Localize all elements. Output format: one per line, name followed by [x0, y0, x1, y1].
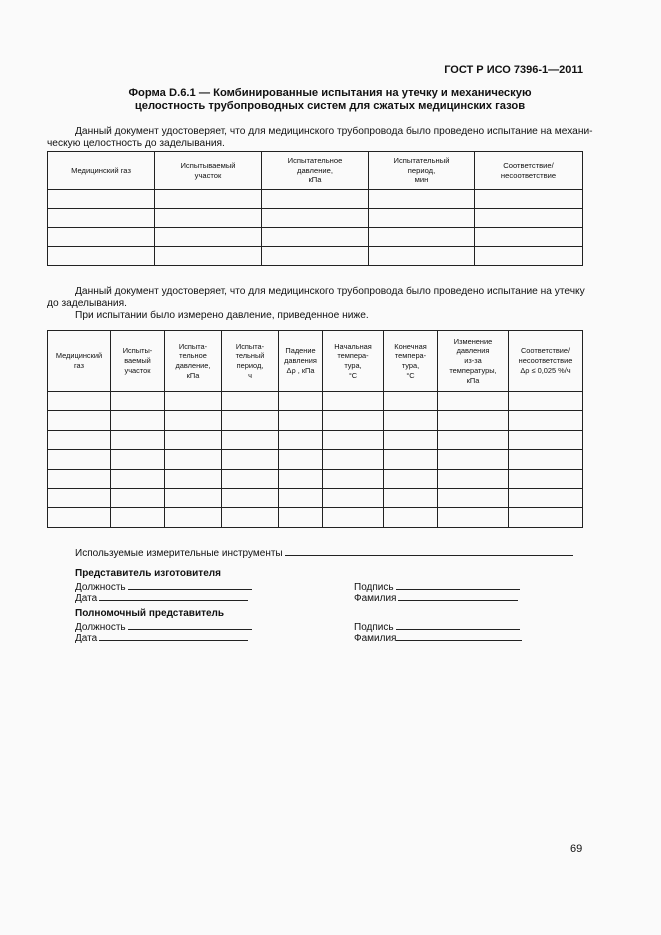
table-row [48, 247, 583, 266]
header-medical-gas: Медицинский газ [48, 331, 111, 392]
table-header-row [48, 152, 583, 190]
manufacturer-date-row [75, 591, 248, 605]
manufacturer-position-field[interactable] [128, 580, 252, 590]
table-header-row [48, 331, 583, 392]
header-tested-section: Испыты- ваемый участок [111, 331, 165, 392]
table-row [48, 488, 583, 507]
manufacturer-surname-field[interactable] [398, 591, 518, 601]
authorized-surname-field[interactable] [396, 631, 522, 641]
position-label: Должность [75, 622, 126, 633]
table-row [48, 209, 583, 228]
manufacturer-signature-field[interactable] [396, 580, 520, 590]
mechanical-integrity-table [47, 151, 583, 266]
header-test-pressure: Испыта- тельное давление, кПа [165, 331, 222, 392]
page-number: 69 [570, 843, 583, 855]
table-row [48, 411, 583, 430]
header-medical-gas: Медицинский газ [48, 152, 155, 190]
header-pressure-drop: Падение давления Δρ , кПа [279, 331, 323, 392]
instruments-label: Используемые измерительные инструменты [75, 548, 283, 559]
section2-paragraph-line-3: При испытании было измерено давление, приведенное ниже. [75, 310, 369, 321]
table-row [48, 450, 583, 469]
authorized-date-field[interactable] [99, 631, 248, 641]
header-final-temperature: Конечная темпера- тура, °C [384, 331, 438, 392]
authorized-date-row [75, 631, 248, 645]
manufacturer-surname-row [354, 591, 518, 605]
header-tested-section: Испытываемый участок [155, 152, 262, 190]
header-initial-temperature: Начальная темпера- тура, °C [323, 331, 384, 392]
instruments-field[interactable] [285, 546, 573, 556]
position-label: Должность [75, 582, 126, 593]
signature-label: Подпись [354, 582, 394, 593]
table-row [48, 508, 583, 527]
header-test-period: Испытательный период, мин [369, 152, 475, 190]
authorized-signature-field[interactable] [396, 620, 520, 630]
section2-paragraph-line-2: до заделывания. [47, 298, 127, 309]
manufacturer-date-field[interactable] [99, 591, 248, 601]
signature-label: Подпись [354, 622, 394, 633]
form-title-line-2: целостность трубопроводных систем для сжатых медицинских газов [134, 100, 526, 112]
document-standard-header: ГОСТ Р ИСО 7396-1—2011 [444, 64, 583, 76]
date-label: Дата [75, 593, 98, 604]
header-test-pressure: Испытательное давление, кПа [262, 152, 369, 190]
leak-test-table [47, 330, 583, 528]
authorized-position-field[interactable] [128, 620, 252, 630]
surname-label: Фамилия [354, 593, 397, 604]
section2-paragraph-line-1: Данный документ удостоверяет, что для медицинского трубопровода было проведено испытание на утечку [75, 286, 585, 297]
authorized-heading: Полномочный представитель [75, 608, 225, 619]
table-row [48, 469, 583, 488]
header-compliance: Соответствие/ несоответствие [475, 152, 583, 190]
table-row [48, 430, 583, 449]
header-compliance: Соответствие/ несоответствие Δρ ≤ 0,025 %/ч [509, 331, 583, 392]
form-title-line-1: Форма D.6.1 — Комбинированные испытания на утечку и механическую [128, 87, 532, 99]
date-label: Дата [75, 633, 98, 644]
section1-paragraph-line-1: Данный документ удостоверяет, что для медицинского трубопровода было проведено испытание на механи- [75, 126, 593, 137]
table-row [48, 392, 583, 411]
manufacturer-heading: Представитель изготовителя [75, 568, 221, 579]
section1-paragraph-line-2: ческую целостность до заделывания. [47, 138, 225, 149]
table-row [48, 228, 583, 247]
instruments-row [75, 546, 573, 560]
header-test-period: Испыта- тельный период, ч [222, 331, 279, 392]
surname-label: Фамилия [354, 633, 397, 644]
header-pressure-change: Изменение давления из-за температуры, кПа [438, 331, 509, 392]
authorized-surname-row [354, 631, 522, 645]
table-row [48, 190, 583, 209]
